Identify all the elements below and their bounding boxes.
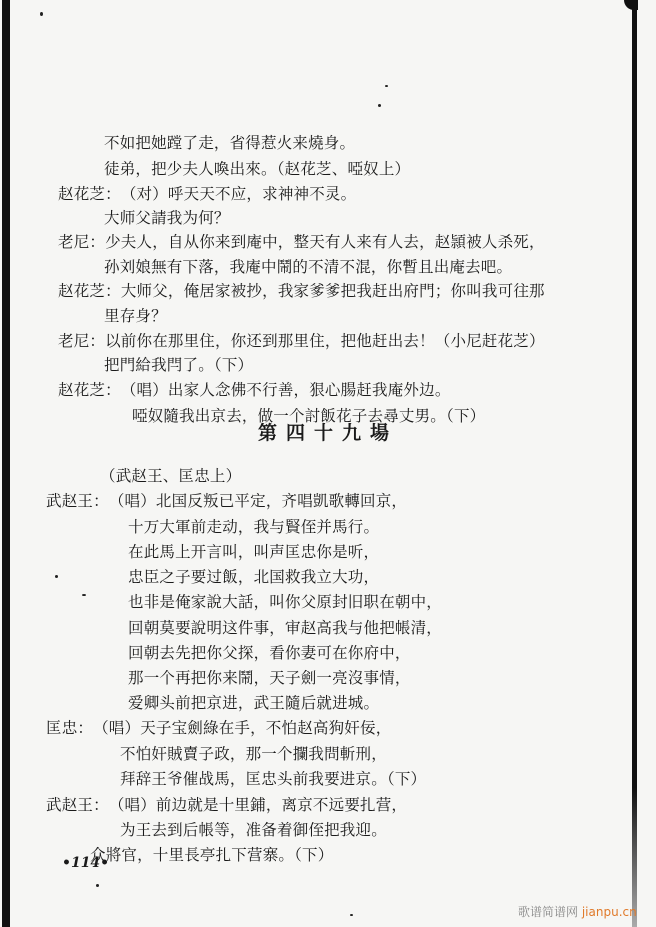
script-line: [104, 355, 253, 375]
line-text: 忠臣之子要过飯，北国救我立大功，: [128, 568, 380, 586]
script-line: [128, 693, 379, 713]
script-line: [90, 845, 333, 865]
script-line: [46, 491, 407, 511]
line-text: 回朝莫要說明这件事，审赵高我与他把帳清，: [128, 619, 443, 637]
line-text: （对）呼天天不应，求神神不灵。: [120, 185, 357, 203]
line-text: 以前你在那里住，你还到那里住，把他赶出去！（小尼赶花芝）: [105, 332, 545, 350]
watermark: [518, 903, 637, 920]
line-text: 拜辞王爷催战馬，匡忠头前我要进京。（下）: [120, 770, 427, 788]
script-line: [104, 208, 230, 228]
line-text: 里存身？: [104, 307, 167, 325]
script-line: [128, 592, 442, 612]
speaker-name: 老尼：: [58, 233, 106, 251]
line-text: 众將官，十里長亭扎下营寨。（下）: [90, 846, 334, 864]
speaker-name: 赵花芝：: [58, 282, 121, 300]
watermark-cn: 歌谱简谱网: [518, 905, 579, 919]
speaker-name: 赵花芝：: [58, 185, 121, 203]
speaker-name: 武赵王：: [46, 492, 109, 510]
page-binding-edge: [2, 0, 10, 927]
line-text: 那一个再把你来鬧，天子劍一亮沒事情，: [128, 669, 411, 687]
script-line: [128, 567, 379, 587]
script-line: [46, 795, 407, 815]
script-line: [100, 466, 241, 486]
script-line: [58, 184, 356, 204]
script-line: [58, 380, 451, 400]
line-text: （唱）出家人念佛不行善，狠心腸赶我庵外边。: [120, 381, 451, 399]
scan-speck: [40, 12, 43, 16]
scan-speck: [96, 884, 99, 887]
scan-speck: [350, 914, 353, 916]
scene-title: 第四十九場: [257, 422, 398, 444]
script-line: [128, 517, 379, 537]
watermark-en: jianpu.cn: [581, 905, 637, 919]
script-line: [120, 744, 387, 764]
script-line: [128, 542, 379, 562]
speaker-name: 匡忠：: [46, 719, 94, 737]
line-text: （武赵王、匡忠上）: [100, 467, 242, 485]
script-line: [104, 133, 355, 153]
line-text: 在此馬上开言叫，叫声匡忠你是听，: [128, 543, 380, 561]
script-line: [46, 718, 391, 738]
script-line: [58, 232, 545, 252]
line-text: 爱卿头前把京进，武王隨后就进城。: [128, 694, 380, 712]
line-text: 孙刘娘無有下落，我庵中鬧的不清不混，你暫且出庵去吧。: [104, 258, 513, 276]
line-text: 为王去到后帳等，准备着御侄把我迎。: [120, 821, 387, 839]
line-text: （唱）北国反叛已平定，齐唱凱歌轉回京，: [108, 492, 408, 510]
page-right-edge: [632, 0, 637, 927]
script-line: [104, 306, 167, 326]
line-text: 回朝去先把你父探，看你妻可在你府中，: [128, 644, 411, 662]
line-text: 徒弟，把少夫人喚出來。（赵花芝、啞奴上）: [104, 160, 411, 178]
script-line: [104, 257, 512, 277]
script-line: [128, 668, 411, 688]
page-number: •114•: [62, 855, 110, 871]
speaker-name: 老尼：: [58, 332, 106, 350]
script-line: [58, 331, 545, 351]
scan-speck: [378, 104, 381, 107]
script-line: [120, 820, 387, 840]
line-text: 啞奴隨我出京去，做一个討飯花子去尋丈男。（下）: [132, 407, 486, 425]
speaker-name: 武赵王：: [46, 796, 109, 814]
script-line: [128, 643, 411, 663]
script-line: [120, 769, 426, 789]
line-text: （唱）天子宝劍綠在手，不怕赵高狗奸佞，: [93, 719, 392, 737]
line-text: 十万大軍前走动，我与賢侄并馬行。: [128, 518, 380, 536]
line-text: 也非是俺家說大話，叫你父原封旧职在朝中，: [128, 593, 443, 611]
speaker-name: 赵花芝：: [58, 381, 121, 399]
script-line: [128, 618, 442, 638]
line-text: 不怕奸賊賣子政，那一个攔我問斬刑，: [120, 745, 387, 763]
script-line: [104, 159, 410, 179]
line-text: （唱）前边就是十里鋪，离京不远要扎营，: [108, 796, 408, 814]
line-text: 大师父，俺居家被抄，我家爹爹把我赶出府門；你叫我可往那: [120, 282, 545, 300]
scan-speck: [55, 575, 58, 578]
line-text: 把門給我閂了。（下）: [104, 356, 254, 374]
line-text: 少夫人，自从你来到庵中，整天有人来有人去，赵頴被人杀死，: [105, 233, 545, 251]
scan-speck: [82, 594, 86, 596]
script-line: [58, 281, 545, 301]
scan-speck: [385, 85, 388, 87]
line-text: 大师父請我为何？: [104, 209, 230, 227]
line-text: 不如把她蹚了走，省得惹火来燒身。: [104, 134, 356, 152]
